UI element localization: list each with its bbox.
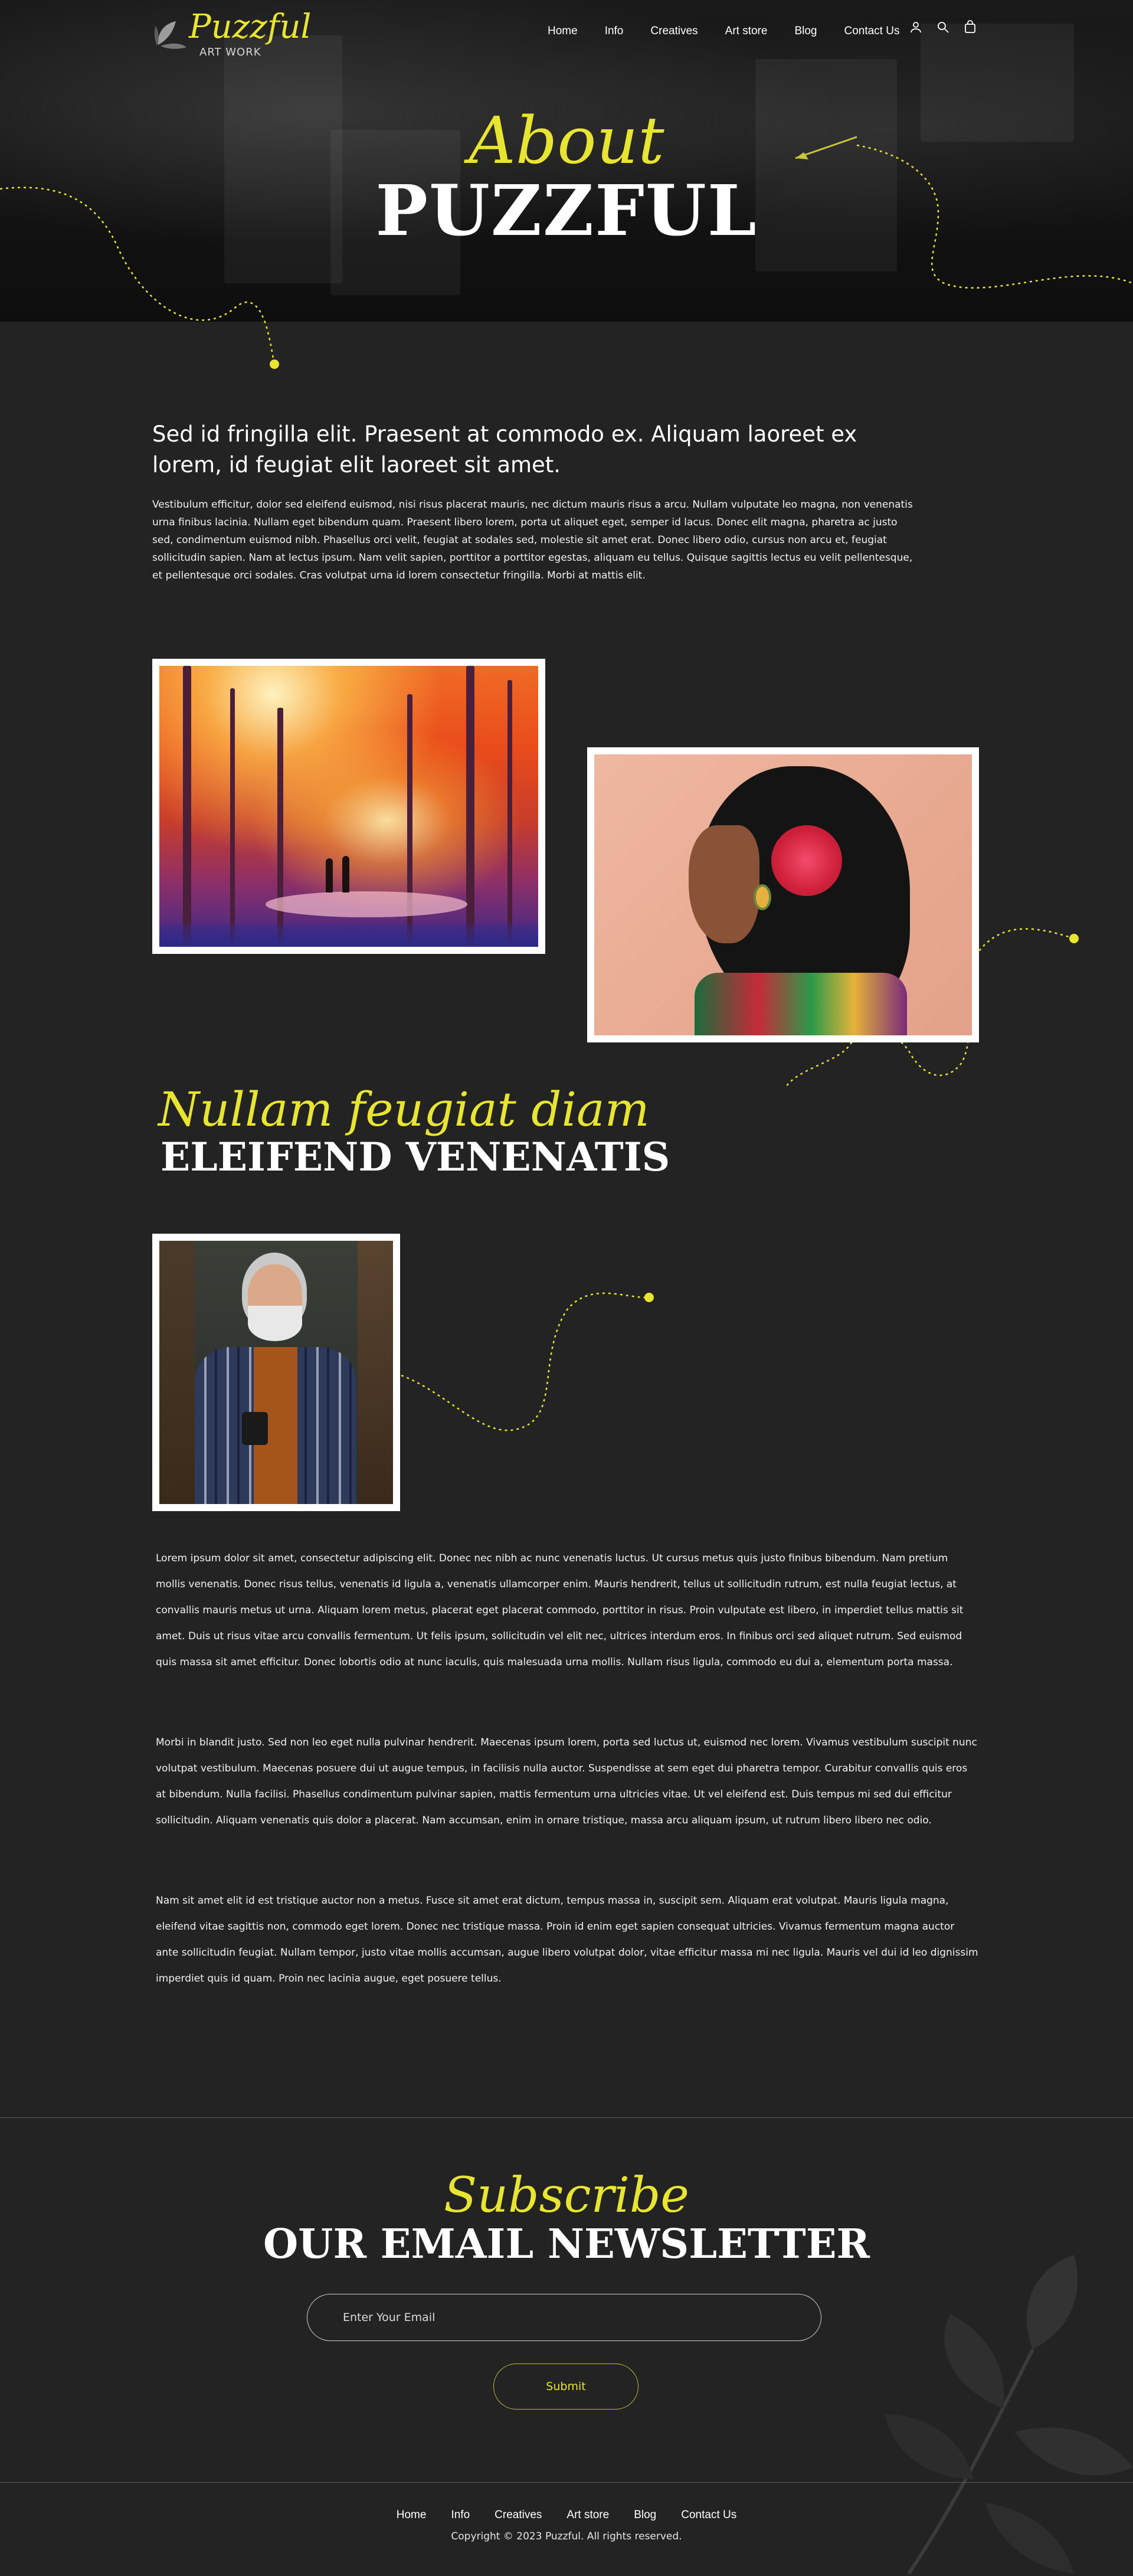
artwork-frame-forest[interactable] (152, 659, 545, 954)
bag-icon[interactable] (963, 20, 977, 34)
logo-word: Puzzful (189, 8, 312, 46)
hero-section (0, 0, 1133, 322)
artwork-frame-woman[interactable] (587, 747, 979, 1042)
footer-nav-creatives[interactable]: Creatives (495, 2509, 542, 2521)
submit-button[interactable]: Submit (493, 2363, 638, 2410)
subscribe-title: OUR EMAIL NEWSLETTER (263, 2221, 870, 2268)
copyright-text: Copyright © 2023 Puzzful. All rights reserved. (451, 2531, 682, 2542)
body-paragraph-2: Morbi in blandit justo. Sed non leo eget nulla pulvinar hendrerit. Maecenas ipsum lorem, porta sed luctus ut, euismod nec lorem. Vivamus vestibulum suscipit nunc volutpat vestibulum. Maecenas posuere dui ut augue tempus, in facilisis nulla auctor. Suspendisse at sem eget dui pharetra tempor. Curabitur convallis quis eros at bibendum. Nulla facilisi. Phasellus condimentum pulvinar sapien, mattis fermentum urna ultricies vitae. Ut vel eleifend est. Duis tempus mi sed dui efficitur sollicitudin. Aliquam venenatis quis dolor a placerat. Nam accumsan, enim in ornare tristique, massa arcu aliquam ipsum, ut rutrum libero libero nec odio. (156, 1737, 977, 1826)
body-paragraph-3: Nam sit amet elit id est tristique auctor non a metus. Fusce sit amet erat dictum, tempus massa in, suscipit sem. Aliquam erat volutpat. Mauris ligula magna, eleifend vitae sagittis non, commodo eget lorem. Donec nec tristique massa. Proin id enim eget sapien consequat ultricies. Vivamus fermentum magna auctor ante sollicitudin feugiat. Nullam tempor, justo vitae mollis accumsan, augue libero volutpat dolor, vitae efficitur massa mi nec ligula. Mauris vel dui id leo dignissim imperdiet quis id quam. Proin nec lacinia augue, eget posuere tellus. (156, 1895, 978, 1985)
nav-contact-us[interactable]: Contact Us (844, 25, 900, 37)
logo-subtitle: ART WORK (199, 46, 261, 58)
artwork-man-portrait (159, 1241, 393, 1504)
user-icon[interactable] (909, 20, 923, 34)
artwork-woman-profile (594, 754, 972, 1035)
section-script-heading: Nullam feugiat diam (158, 1082, 650, 1137)
hero-title: PUZZFUL (375, 169, 758, 251)
footer-divider (0, 2482, 1133, 2483)
nav-art-store[interactable]: Art store (725, 25, 768, 37)
artwork-forest-couple (159, 666, 538, 947)
intro-body: Vestibulum efficitur, dolor sed eleifend euismod, nisi risus placerat mauris, nec dictum mauris risus a arcu. Nullam vulputate leo magna, non venenatis urna finibus lacinia. Nullam eget bibendum quam. Praesent libero lorem, porta ut aliquet eget, semper id lacus. Donec elit magna, pharetra ac justo sed, condimentum euismod nibh. Phasellus orci velit, feugiat at sodales sed, molestie sit amet erat. Donec libero odio, cursus non arcu et, feugiat sollicitudin sapien. Nam at lectus ipsum. Nam velit sapien, porttitor a porttitor egestas, aliquam eu tellus. Quisque sagittis lectus eu velit pellentesque, et pellentesque orci sodales. Cras volutpat urna id lorem consectetur fringilla. Morbi at mattis elit. (152, 499, 913, 581)
nav-blog[interactable]: Blog (794, 25, 817, 37)
email-input[interactable] (307, 2294, 821, 2341)
leaf-decoration-icon (838, 2255, 1133, 2576)
header-icons (909, 20, 977, 34)
footer-nav-art-store[interactable]: Art store (566, 2509, 610, 2521)
body-paragraph-1: Lorem ipsum dolor sit amet, consectetur adipiscing elit. Donec nec nibh ac nunc venenatis luctus. Ut cursus metus quis justo finibus bibendum. Nam pretium mollis venenatis. Donec risus tellus, venenatis id ligula a, venenatis ullamcorper enim. Mauris hendrerit, tellus ut sollicitudin rutrum, est nulla feugiat lectus, at convallis mauris metus ut urna. Aliquam lorem metus, placerat eget placerat commodo, porttitor in risus. Proin vulputate est libero, in imperdiet tellus mattis sit amet. Duis ut risus vitae arcu convallis fermentum. Ut felis ipsum, sollicitudin vel elit nec, ultrices interdum eros. In finibus orci sed aliquet rutrum. Sed euismod quis massa sit amet efficitur. Donec lobortis odio at nunc iaculis, quis malesuada urna mollis. Nullam risus ligula, commodo eu dui a, elementum porta massa. (156, 1552, 964, 1668)
section-title: ELEIFEND VENENATIS (161, 1134, 670, 1180)
footer-nav-blog[interactable]: Blog (634, 2509, 657, 2521)
hero-script-heading: About (469, 103, 664, 178)
nav-info[interactable]: Info (604, 25, 624, 37)
section-divider (0, 2117, 1133, 2118)
logo[interactable] (152, 7, 312, 60)
logo-leaf-icon (152, 15, 189, 51)
main-nav (548, 22, 926, 40)
subscribe-script-heading: Subscribe (444, 2168, 689, 2224)
footer-nav-home[interactable]: Home (396, 2509, 427, 2521)
footer-nav (0, 2509, 1133, 2522)
footer-nav-info[interactable]: Info (451, 2509, 470, 2521)
intro-heading: Sed id fringilla elit. Praesent at commodo ex. Aliquam laoreet ex lorem, id feugiat elit laoreet sit amet. (152, 421, 857, 478)
nav-home[interactable]: Home (548, 25, 578, 37)
search-icon[interactable] (936, 20, 950, 34)
artwork-frame-man[interactable] (152, 1234, 400, 1511)
footer-nav-contact-us[interactable]: Contact Us (681, 2509, 737, 2521)
nav-creatives[interactable]: Creatives (650, 25, 698, 37)
